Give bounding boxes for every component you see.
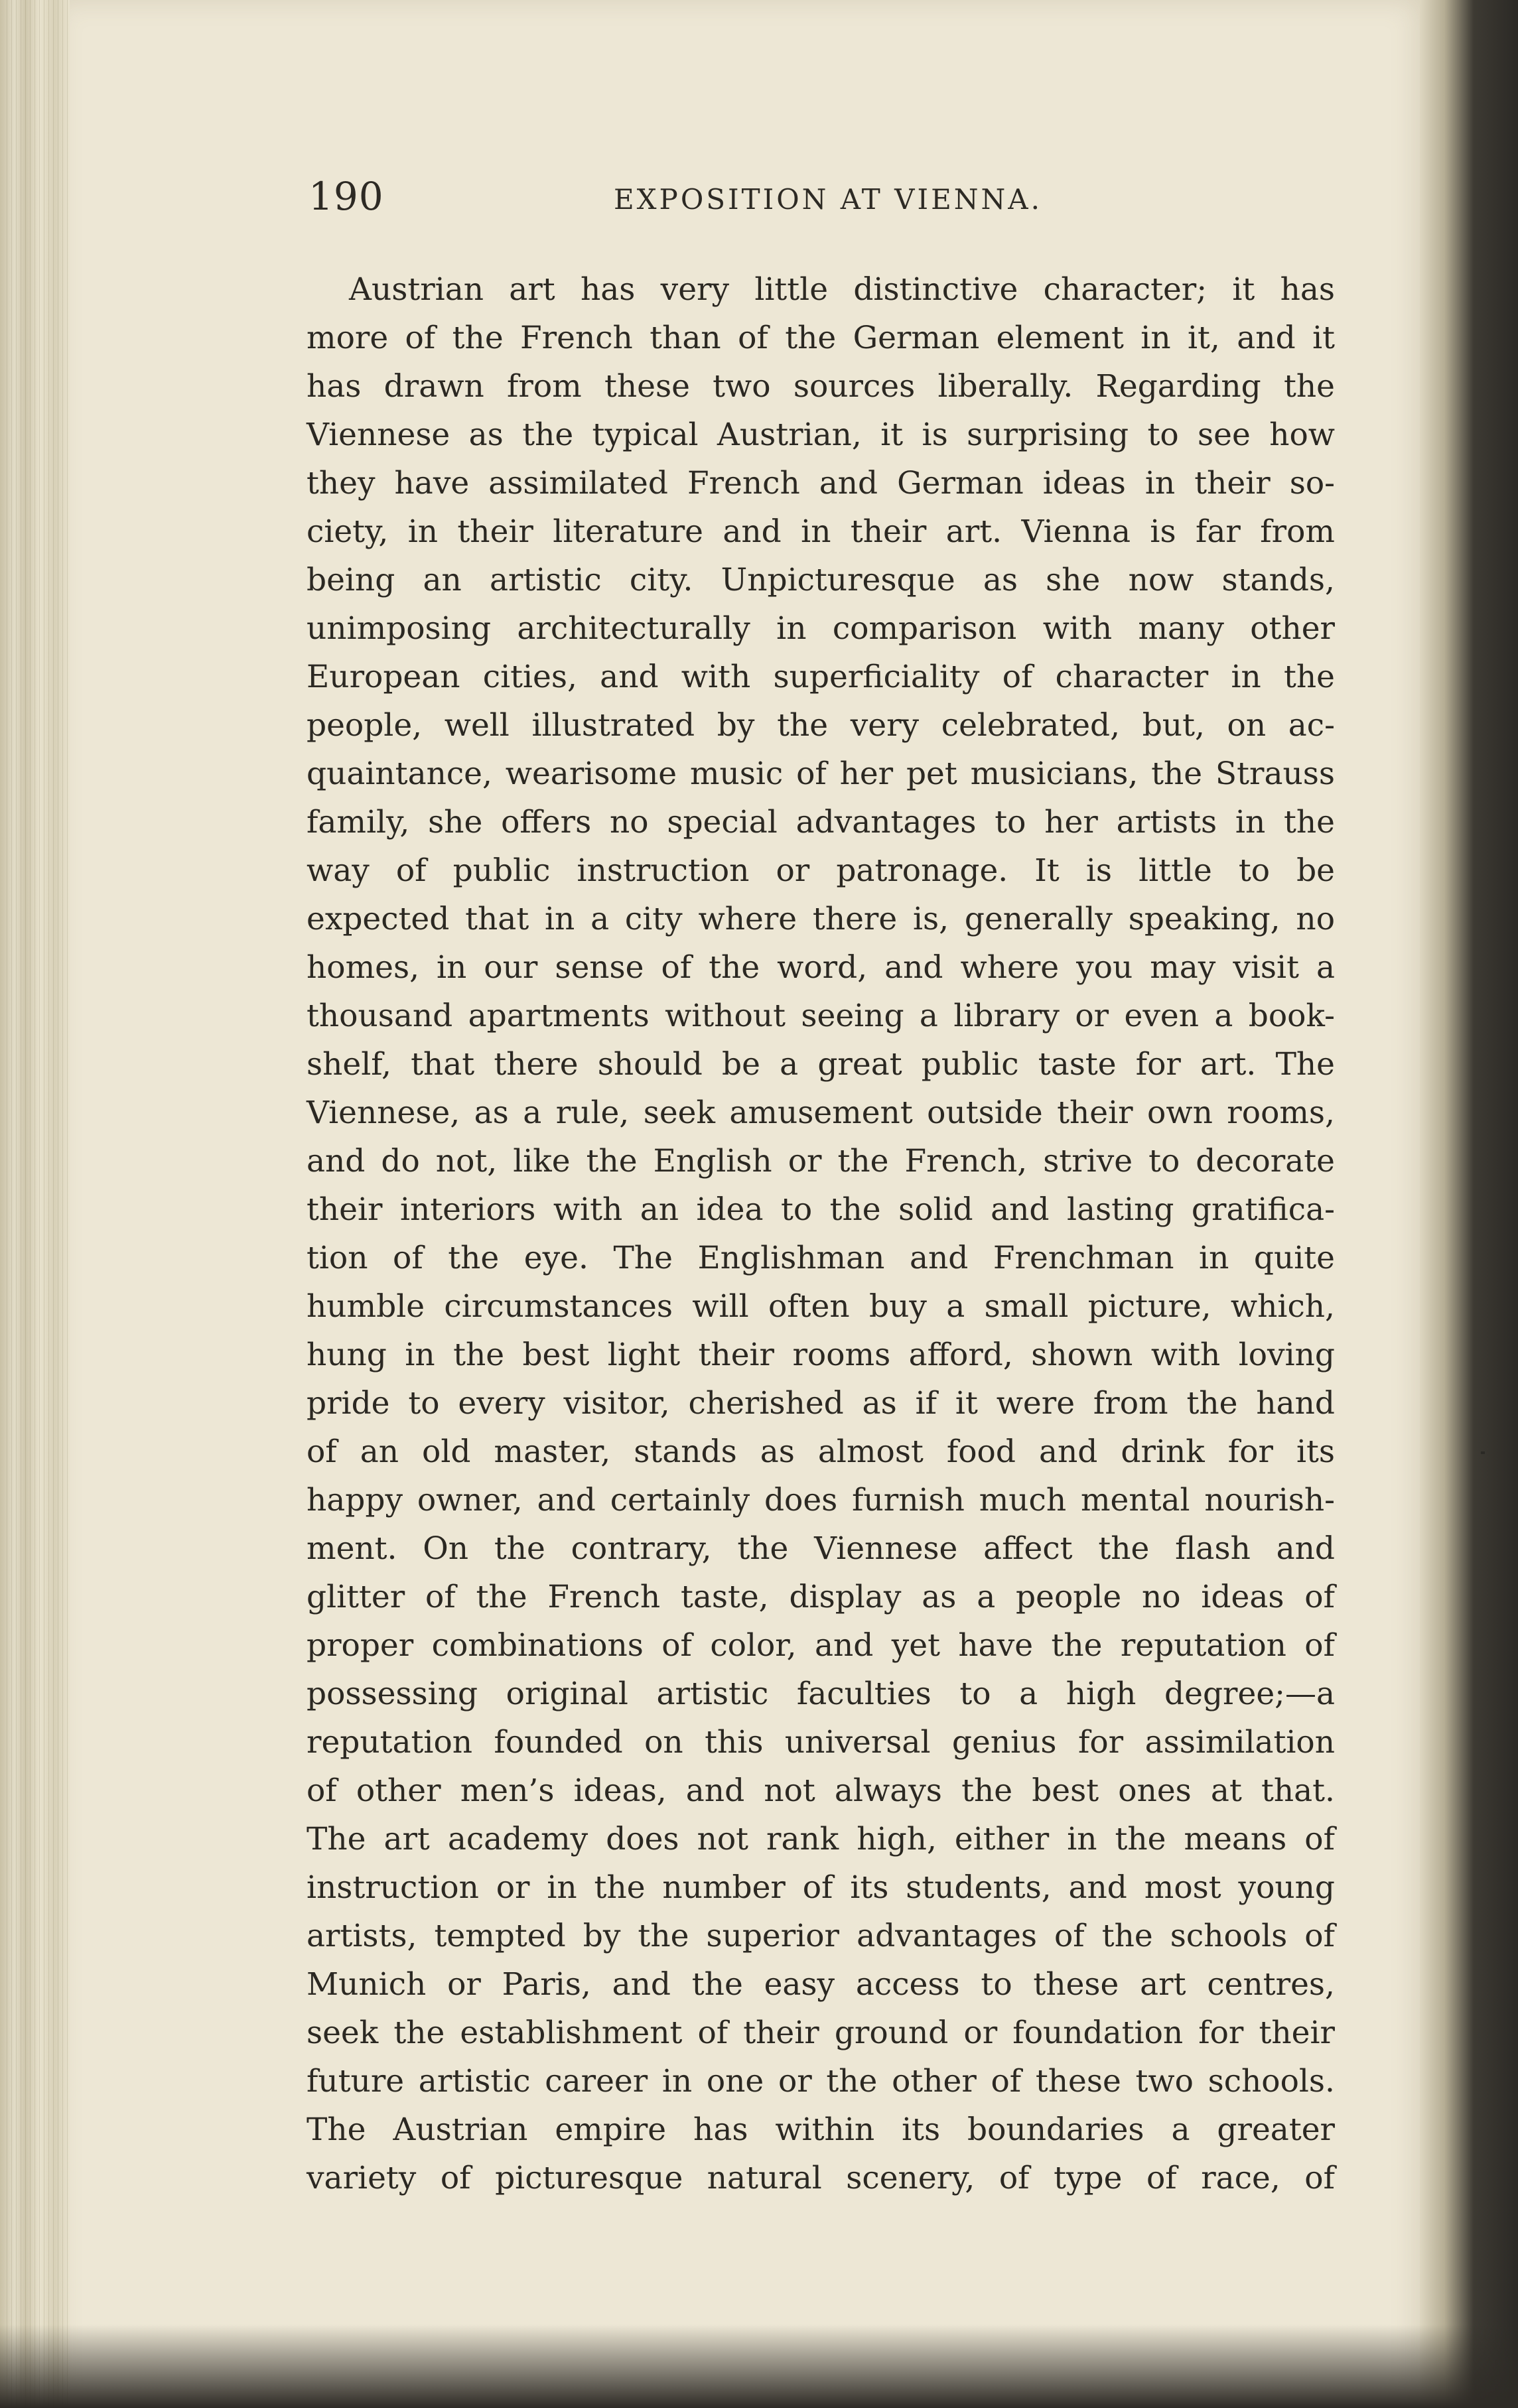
text-line: ment. On the contrary, the Viennese affect the flash and bbox=[307, 1530, 1335, 1567]
text-line: way of public instruction or patronage. It is little to be bbox=[307, 852, 1335, 889]
text-line: proper combinations of color, and yet have the reputation of bbox=[307, 1627, 1335, 1664]
text-line: future artistic career in one or the other of these two schools. bbox=[307, 2063, 1335, 2100]
body-text bbox=[307, 265, 1335, 2202]
text-line: thousand apartments without seeing a library or even a book- bbox=[307, 998, 1335, 1034]
text-line: pride to every visitor, cherished as if it were from the hand bbox=[307, 1385, 1335, 1422]
text-line: The art academy does not rank high, either in the means of bbox=[307, 1821, 1335, 1857]
text-line: quaintance, wearisome music of her pet musicians, the Strauss bbox=[307, 756, 1335, 792]
text-line: being an artistic city. Unpicturesque as she now stands, bbox=[307, 562, 1335, 598]
text-line: variety of picturesque natural scenery, of type of race, of bbox=[307, 2160, 1335, 2196]
text-line: Viennese, as a rule, seek amusement outside their own rooms, bbox=[307, 1095, 1335, 1131]
text-line: hung in the best light their rooms afford, shown with loving bbox=[307, 1337, 1335, 1373]
text-line: expected that in a city where there is, generally speaking, no bbox=[307, 901, 1335, 937]
page-edge-lines bbox=[7, 0, 70, 2408]
text-line: and do not, like the English or the French, strive to decorate bbox=[307, 1143, 1335, 1179]
text-line: reputation founded on this universal genius for assimilation bbox=[307, 1724, 1335, 1761]
text-line: humble circumstances will often buy a small picture, which, bbox=[307, 1288, 1335, 1325]
text-line: family, she offers no special advantages to her artists in the bbox=[307, 804, 1335, 840]
text-line: of other men’s ideas, and not always the best ones at that. bbox=[307, 1773, 1335, 1809]
text-line: The Austrian empire has within its boundaries a greater bbox=[307, 2111, 1335, 2148]
page-curl-shadow bbox=[0, 2269, 1518, 2408]
text-line: seek the establishment of their ground or foundation for their bbox=[307, 2015, 1335, 2051]
ink-speck bbox=[1481, 1451, 1485, 1454]
text-line: shelf, that there should be a great public taste for art. The bbox=[307, 1046, 1335, 1083]
text-line: has drawn from these two sources liberally. Regarding the bbox=[307, 368, 1335, 405]
text-line: possessing original artistic faculties to a high degree;—a bbox=[307, 1676, 1335, 1712]
text-line: Viennese as the typical Austrian, it is surprising to see how bbox=[307, 417, 1335, 453]
book-page-edges bbox=[0, 0, 73, 2408]
text-line: more of the French than of the German element in it, and it bbox=[307, 320, 1335, 356]
text-line: tion of the eye. The Englishman and Frenchman in quite bbox=[307, 1240, 1335, 1276]
text-line: Austrian art has very little distinctive character; it has bbox=[349, 271, 1335, 308]
text-line: glitter of the French taste, display as a people no ideas of bbox=[307, 1579, 1335, 1615]
running-head: EXPOSITION AT VIENNA. bbox=[614, 183, 1042, 216]
text-line: of an old master, stands as almost food and drink for its bbox=[307, 1434, 1335, 1470]
text-line: homes, in our sense of the word, and where you may visit a bbox=[307, 949, 1335, 986]
text-line: Munich or Paris, and the easy access to these art centres, bbox=[307, 1966, 1335, 2003]
page-number: 190 bbox=[309, 174, 384, 219]
text-line: European cities, and with superficiality of character in the bbox=[307, 659, 1335, 695]
text-line: they have assimilated French and German ideas in their so- bbox=[307, 465, 1335, 502]
page-header bbox=[309, 174, 1344, 227]
text-line: people, well illustrated by the very celebrated, but, on ac- bbox=[307, 707, 1335, 744]
text-line: instruction or in the number of its students, and most young bbox=[307, 1869, 1335, 1906]
text-line: artists, tempted by the superior advantages of the schools of bbox=[307, 1918, 1335, 1954]
book-spine bbox=[1420, 0, 1518, 2408]
text-line: their interiors with an idea to the solid and lasting gratifica- bbox=[307, 1191, 1335, 1228]
text-line: happy owner, and certainly does furnish much mental nourish- bbox=[307, 1482, 1335, 1518]
text-line: unimposing architecturally in comparison with many other bbox=[307, 610, 1335, 647]
text-line: ciety, in their literature and in their art. Vienna is far from bbox=[307, 513, 1335, 550]
